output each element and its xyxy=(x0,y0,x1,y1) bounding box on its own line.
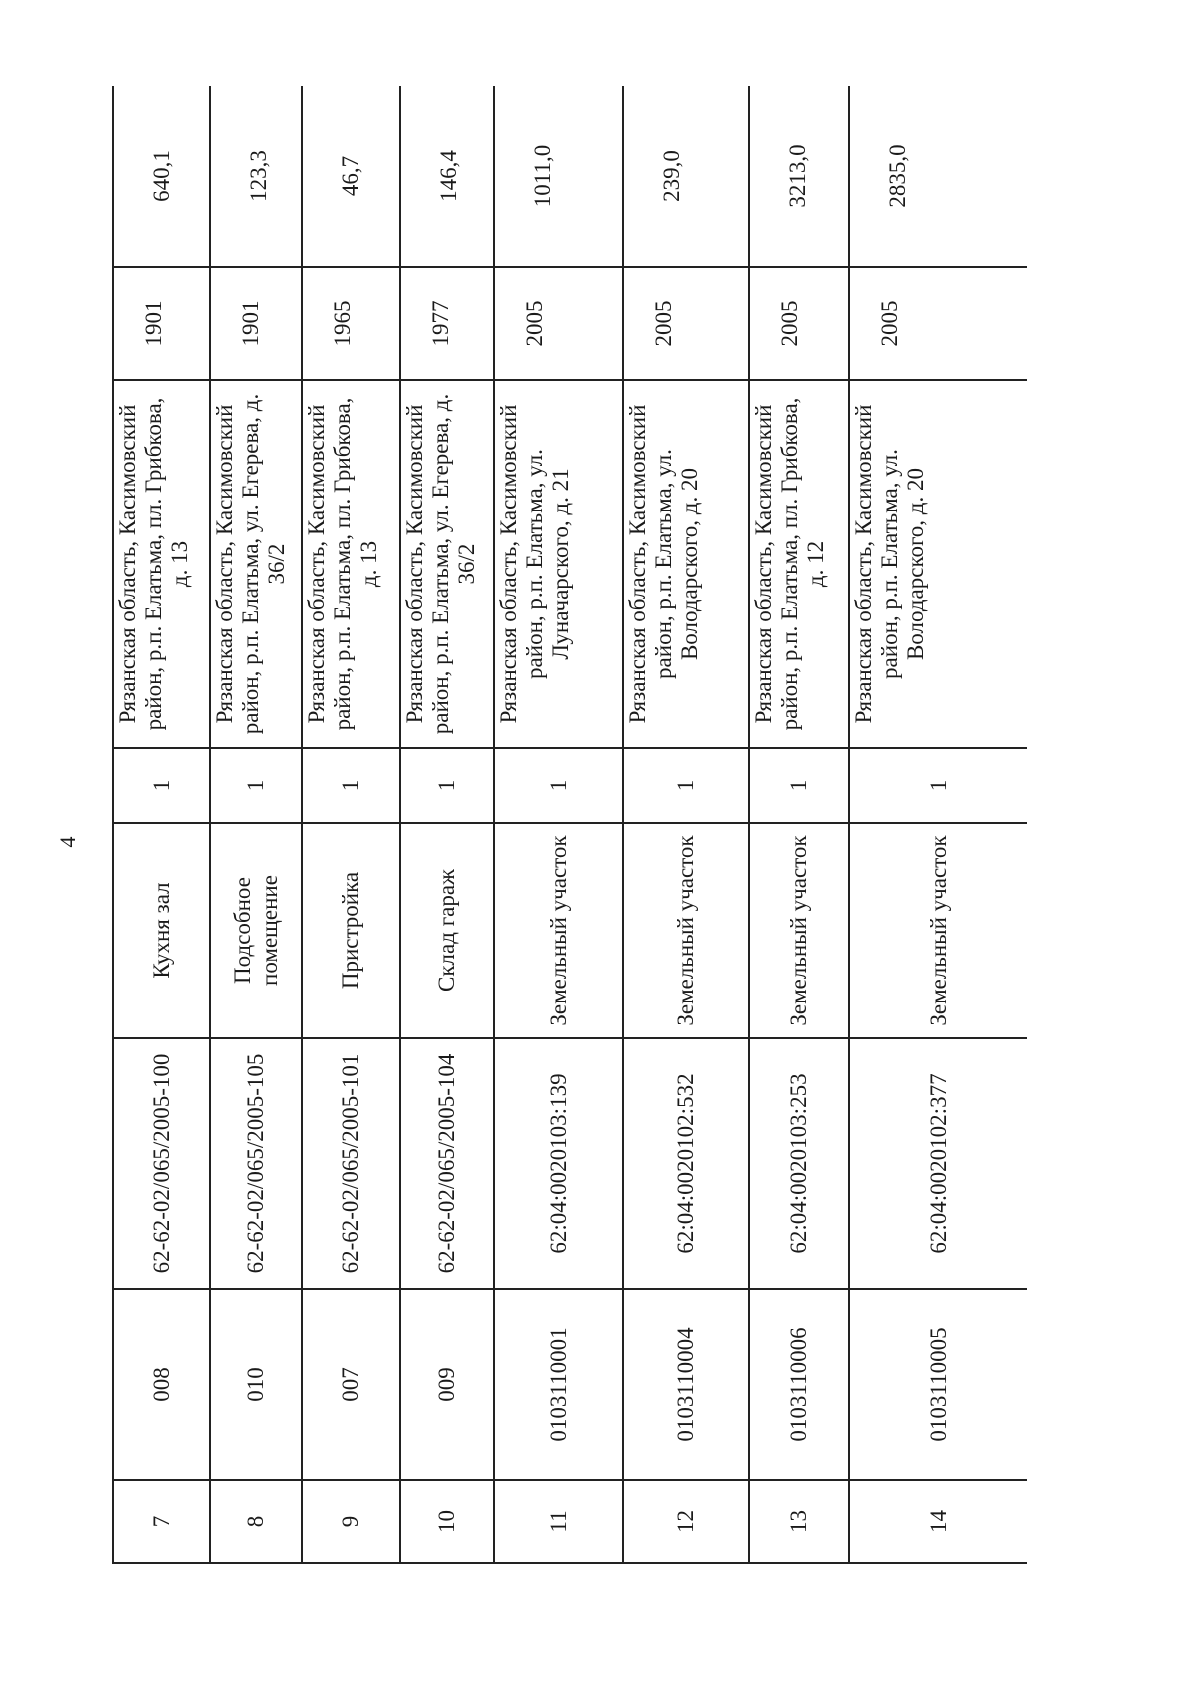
area: 46,7 xyxy=(302,86,400,267)
year: 2005 xyxy=(623,267,749,380)
row-number: 13 xyxy=(749,1480,849,1563)
area: 3213,0 xyxy=(749,86,849,267)
property-table-frame xyxy=(112,86,1027,1564)
inventory-code: 007 xyxy=(302,1289,400,1480)
inventory-code: 0103110004 xyxy=(623,1289,749,1480)
table-row xyxy=(302,86,400,1563)
quantity: 1 xyxy=(113,748,210,823)
table-row xyxy=(849,86,1027,1563)
row-number: 12 xyxy=(623,1480,749,1563)
inventory-code: 010 xyxy=(210,1289,302,1480)
object-name: Земельный участок xyxy=(494,823,623,1038)
row-number: 11 xyxy=(494,1480,623,1563)
quantity: 1 xyxy=(210,748,302,823)
registration-number: 62-62-02/065/2005-100 xyxy=(113,1038,210,1289)
registration-number: 62-62-02/065/2005-105 xyxy=(210,1038,302,1289)
year: 1977 xyxy=(400,267,494,380)
object-name: Кухня зал xyxy=(113,823,210,1038)
row-number: 14 xyxy=(849,1480,1027,1563)
area: 2835,0 xyxy=(849,86,1027,267)
property-table xyxy=(112,86,1027,1564)
rotated-table-container xyxy=(112,86,1027,1564)
inventory-code: 009 xyxy=(400,1289,494,1480)
year: 2005 xyxy=(749,267,849,380)
area: 640,1 xyxy=(113,86,210,267)
area: 1011,0 xyxy=(494,86,623,267)
registration-number: 62-62-02/065/2005-101 xyxy=(302,1038,400,1289)
address: Рязанская область, Касимовский район, р.п. Елатьма, ул. Егерева, д. 36/2 xyxy=(400,380,494,748)
address: Рязанская область, Касимовский район, р.п. Елатьма, пл. Грибкова, д. 13 xyxy=(113,380,210,748)
registration-number: 62:04:0020102:377 xyxy=(849,1038,1027,1289)
year: 1901 xyxy=(210,267,302,380)
area: 146,4 xyxy=(400,86,494,267)
object-name: Земельный участок xyxy=(749,823,849,1038)
quantity: 1 xyxy=(623,748,749,823)
object-name: Пристройка xyxy=(302,823,400,1038)
table-row xyxy=(113,86,210,1563)
address: Рязанская область, Касимовский район, р.п. Елатьма, ул. Луначарского, д. 21 xyxy=(494,380,623,748)
address: Рязанская область, Касимовский район, р.п. Елатьма, пл. Грибкова, д. 12 xyxy=(749,380,849,748)
quantity: 1 xyxy=(302,748,400,823)
row-number: 9 xyxy=(302,1480,400,1563)
table-body xyxy=(113,86,1027,1563)
inventory-code: 0103110006 xyxy=(749,1289,849,1480)
inventory-code: 0103110001 xyxy=(494,1289,623,1480)
object-name: Подсобное помещение xyxy=(210,823,302,1038)
quantity: 1 xyxy=(749,748,849,823)
address: Рязанская область, Касимовский район, р.п. Елатьма, ул. Егерева, д. 36/2 xyxy=(210,380,302,748)
table-row xyxy=(210,86,302,1563)
year: 1901 xyxy=(113,267,210,380)
quantity: 1 xyxy=(849,748,1027,823)
table-row xyxy=(749,86,849,1563)
inventory-code: 0103110005 xyxy=(849,1289,1027,1480)
row-number: 10 xyxy=(400,1480,494,1563)
quantity: 1 xyxy=(400,748,494,823)
table-row xyxy=(494,86,623,1563)
registration-number: 62-62-02/065/2005-104 xyxy=(400,1038,494,1289)
address: Рязанская область, Касимовский район, р.п. Елатьма, ул. Володарского, д. 20 xyxy=(849,380,1027,748)
row-number: 7 xyxy=(113,1480,210,1563)
year: 1965 xyxy=(302,267,400,380)
address: Рязанская область, Касимовский район, р.п. Елатьма, ул. Володарского, д. 20 xyxy=(623,380,749,748)
object-name: Склад гараж xyxy=(400,823,494,1038)
registration-number: 62:04:0020103:253 xyxy=(749,1038,849,1289)
area: 123,3 xyxy=(210,86,302,267)
table-row xyxy=(623,86,749,1563)
object-name: Земельный участок xyxy=(849,823,1027,1038)
registration-number: 62:04:0020103:139 xyxy=(494,1038,623,1289)
row-number: 8 xyxy=(210,1480,302,1563)
year: 2005 xyxy=(494,267,623,380)
address: Рязанская область, Касимовский район, р.п. Елатьма, пл. Грибкова, д. 13 xyxy=(302,380,400,748)
table-row xyxy=(400,86,494,1563)
registration-number: 62:04:0020102:532 xyxy=(623,1038,749,1289)
year: 2005 xyxy=(849,267,1027,380)
object-name: Земельный участок xyxy=(623,823,749,1038)
page-number: 4 xyxy=(55,836,80,848)
inventory-code: 008 xyxy=(113,1289,210,1480)
quantity: 1 xyxy=(494,748,623,823)
area: 239,0 xyxy=(623,86,749,267)
